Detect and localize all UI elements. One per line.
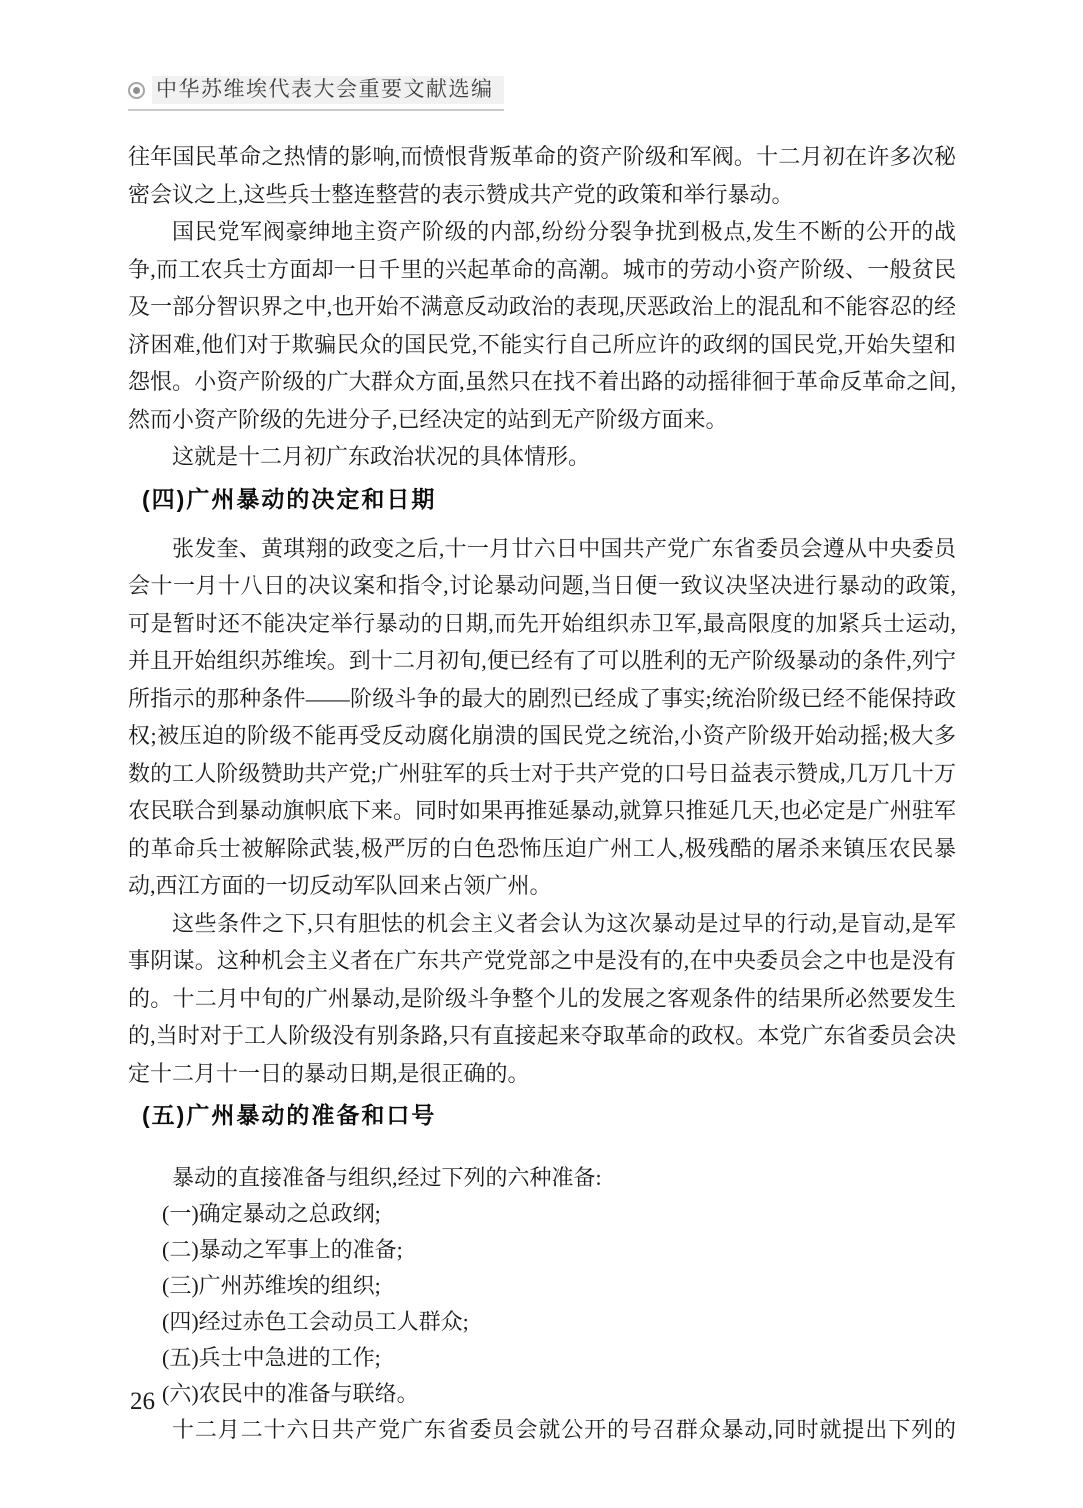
body-text: [128, 138, 956, 1448]
preparation-list: [128, 1196, 956, 1412]
bullseye-icon: [128, 82, 145, 99]
page-number: 26: [130, 1388, 155, 1415]
paragraph-opportunists: 这些条件之下,只有胆怯的机会主义者会认为这次暴动是过早的行动,是盲动,是军事阴谋。这种机会主义者在广东共产党党部之中是没有的,在中央委员会之中也是没有的。十二月中旬的广州暴动,是阶级斗争整个儿的发展之客观条件的结果所必然要发生的,当时对于工人阶级没有别条路,只有直接起来夺取革命的政权。本党广东省委员会决定十二月十一日的暴动日期,是很正确的。: [128, 910, 956, 1086]
paragraph-closing: 十二月二十六日共产党广东省委员会就公开的号召群众暴动,同时就提出下列的: [172, 1417, 956, 1442]
paragraph-decision: 张发奎、黄琪翔的政变之后,十一月廿六日中国共产党广东省委员会遵从中央委员会十一月十八日的决议案和指令,讨论暴动问题,当日便一致议决坚决进行暴动的政策,可是暂时还不能决定举行暴动的日期,而先开始组织赤卫军,最高限度的加紧兵士运动,并且开始组织苏维埃。到十二月初旬,便已经有了可以胜利的无产阶级暴动的条件,列宁所指示的那种条件——阶级斗争的最大的剧烈已经成了事实;统治阶级已经不能保持政权;被压迫的阶级不能再受反动腐化崩溃的国民党之统治,小资产阶级开始动摇;极大多数的工人阶级赞助共产党;广州驻军的兵士对于共产党的口号日益表示赞成,几万几十万农民联合到暴动旗帜底下来。同时如果再推延暴动,就算只推延几天,也必定是广州驻军的革命兵士被解除武装,极严厉的白色恐怖压迫广州工人,极残酷的屠杀来镇压农民暴动,西江方面的一切反动军队回来占领广州。: [128, 535, 956, 898]
list-item: (五)兵士中急进的工作;: [162, 1345, 381, 1370]
paragraph-kmt-interior: 国民党军阀豪绅地主资产阶级的内部,纷纷分裂争扰到极点,发生不断的公开的战争,而工农兵士方面却一日千里的兴起革命的高潮。城市的劳动小资产阶级、一般贫民及一部分智识界之中,也开始不满意反动政治的表现,厌恶政治上的混乱和不能容忍的经济困难,他们对于欺骗民众的国民党,不能实行自己所应许的政纲的国民党,开始失望和怨恨。小资产阶级的广大群众方面,虽然只在找不着出路的动摇徘徊于革命反革命之间,然而小资产阶级的先进分子,已经决定的站到无产阶级方面来。: [128, 219, 956, 432]
paragraph-summary: 这就是十二月初广东政治状况的具体情形。: [172, 444, 591, 469]
section-heading-4: (四)广州暴动的决定和日期: [142, 485, 437, 512]
list-item: (三)广州苏维埃的组织;: [162, 1273, 381, 1298]
list-item: (六)农民中的准备与联络。: [162, 1381, 419, 1406]
section-heading-5: (五)广州暴动的准备和口号: [142, 1102, 437, 1128]
paragraph-prep-intro: 暴动的直接准备与组织,经过下列的六种准备:: [172, 1165, 602, 1190]
running-header: [128, 76, 504, 111]
list-item: (二)暴动之军事上的准备;: [162, 1237, 403, 1262]
list-item: (一)确定暴动之总政纲;: [162, 1201, 381, 1226]
running-header-title: 中华苏维埃代表大会重要文献选编: [152, 76, 504, 104]
list-item: (四)经过赤色工会动员工人群众;: [162, 1309, 469, 1334]
paragraph-continuation: 往年国民革命之热情的影响,而愤恨背叛革命的资产阶级和军阀。十二月初在许多次秘密会议之上,这些兵士整连整营的表示赞成共产党的政策和举行暴动。: [128, 144, 956, 207]
